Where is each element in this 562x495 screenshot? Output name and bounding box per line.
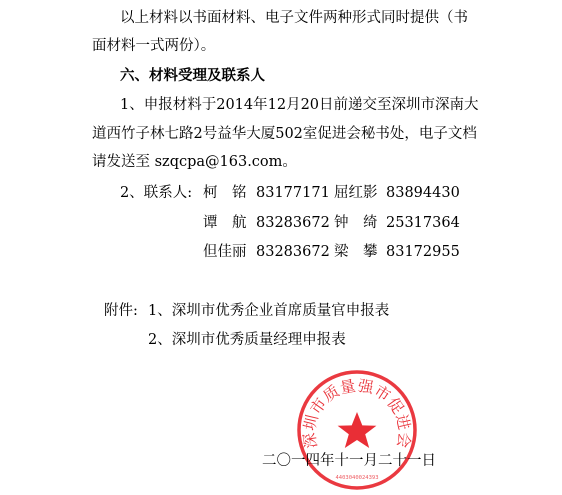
contact-name: 钟 绮 — [334, 215, 378, 231]
contact-phone: 83283672 — [256, 215, 330, 231]
contact-name: 但佳丽 — [203, 244, 247, 260]
contact-phone: 83283672 — [256, 244, 330, 260]
contact-name: 屈红影 — [334, 185, 378, 201]
svg-text:深圳市质量强市促进会: 深圳市质量强市促进会 — [300, 376, 414, 450]
intro-line-2: 面材料一式两份）。 — [92, 38, 216, 54]
contact-phone: 83177171 — [256, 185, 330, 201]
official-seal-stamp — [295, 368, 419, 492]
item1-line-3: 请发送至 szqcpa@163.com。 — [92, 154, 297, 170]
contact-name: 梁 攀 — [334, 244, 378, 260]
contact-name: 谭 航 — [203, 215, 247, 231]
contact-phone: 83172955 — [386, 244, 460, 260]
item1-line-1: 1、申报材料于2014年12月20日前递交至深圳市深南大 — [120, 97, 479, 113]
contact-phone: 83894430 — [386, 185, 460, 201]
seal-star-icon — [338, 412, 377, 448]
intro-line-1: 以上材料以书面材料、电子文件两种形式同时提供（书 — [120, 10, 468, 26]
attachments-label: 附件: — [104, 303, 138, 319]
section-6-heading: 六、材料受理及联系人 — [120, 67, 265, 84]
document-date: 二〇一四年十一月二十一日 — [262, 453, 436, 469]
svg-text:4403040024393: 4403040024393 — [335, 475, 379, 481]
attachment-item-2: 2、深圳市优秀质量经理申报表 — [148, 332, 346, 348]
contact-name: 柯 铭 — [203, 185, 247, 201]
item2-label: 2、联系人: — [120, 185, 193, 201]
attachment-item-1: 1、深圳市优秀企业首席质量官申报表 — [148, 303, 390, 319]
contact-phone: 25317364 — [386, 215, 460, 231]
item1-line-2: 道西竹子林七路2号益华大厦502室促进会秘书处，电子文档 — [92, 126, 477, 142]
